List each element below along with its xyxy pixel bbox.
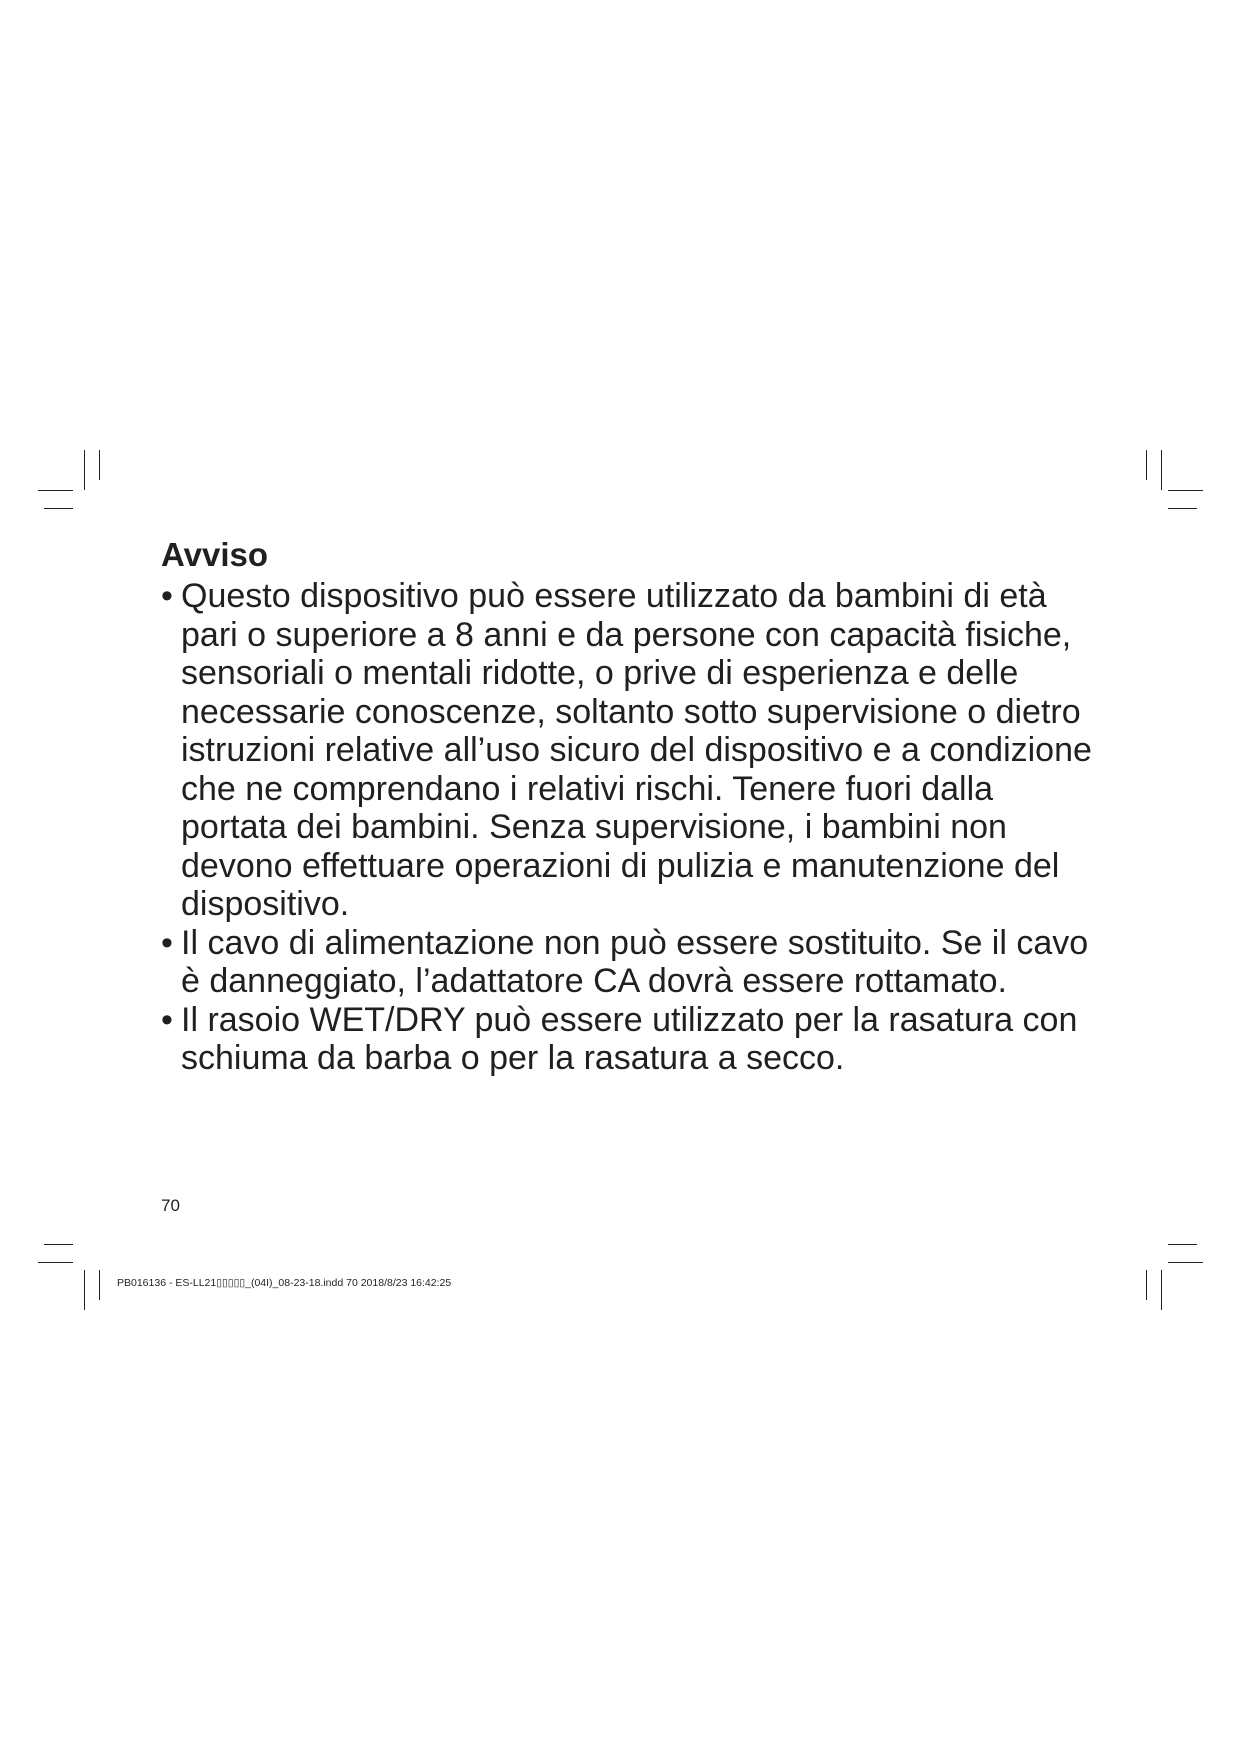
crop-mark-top-right-horizontal-2 xyxy=(1168,508,1197,509)
crop-mark-bottom-right-vertical-2 xyxy=(1161,1270,1162,1310)
crop-mark-bottom-left-vertical-1 xyxy=(84,1270,85,1310)
bullet-icon: • xyxy=(161,923,173,962)
crop-mark-top-right-horizontal-1 xyxy=(1168,490,1203,491)
notice-item xyxy=(161,577,1101,924)
bullet-icon: • xyxy=(161,1000,173,1039)
notice-item xyxy=(161,1001,1101,1078)
crop-mark-bottom-left-vertical-2 xyxy=(99,1270,100,1300)
crop-mark-bottom-left-horizontal-1 xyxy=(44,1244,73,1245)
crop-mark-bottom-right-horizontal-2 xyxy=(1168,1262,1203,1263)
print-slug: PB016136 - ES-LL21▯▯▯▯▯_(04I)_08-23-18.indd 70 2018/8/23 16:42:25 xyxy=(117,1277,452,1289)
notice-heading: Avviso xyxy=(161,536,268,573)
notice-section xyxy=(161,535,1101,1078)
page-number: 70 xyxy=(161,1196,180,1215)
notice-item-text: Il rasoio WET/DRY può essere utilizzato per la rasatura con schiuma da barba o per la rasatura a secco. xyxy=(181,1000,1078,1077)
crop-mark-top-right-vertical-2 xyxy=(1161,450,1162,490)
bullet-icon: • xyxy=(161,577,173,615)
crop-mark-bottom-right-horizontal-1 xyxy=(1168,1244,1197,1245)
notice-list xyxy=(161,577,1101,1078)
crop-mark-top-left-vertical-1 xyxy=(84,450,85,490)
crop-mark-top-left-horizontal-2 xyxy=(44,508,73,509)
crop-mark-bottom-right-vertical-1 xyxy=(1146,1270,1147,1300)
crop-mark-bottom-left-horizontal-2 xyxy=(38,1262,73,1263)
crop-mark-top-right-vertical-1 xyxy=(1146,450,1147,480)
notice-item-text: Questo dispositivo può essere utilizzato da bambini di età pari o superiore a 8 anni e da persone con capacità fisiche, sensoriali o mentali ridotte, o prive di esperienza e delle necessarie conoscenze, soltanto sotto supervisione o dietro istruzioni relative all’uso sicuro del dispositivo e a condizione che ne comprendano i relativi rischi. Tenere fuori dalla portata dei bambini. Senza supervisione, i bambini non devono effettuare operazioni di pulizia e manutenzione del dispositivo. xyxy=(181,577,1092,923)
crop-mark-top-left-horizontal-1 xyxy=(38,490,73,491)
notice-item-text: Il cavo di alimentazione non può essere sostituito. Se il cavo è danneggiato, l’adattatore CA dovrà essere rottamato. xyxy=(181,923,1089,1000)
notice-item xyxy=(161,924,1101,1001)
crop-mark-top-left-vertical-2 xyxy=(99,450,100,480)
